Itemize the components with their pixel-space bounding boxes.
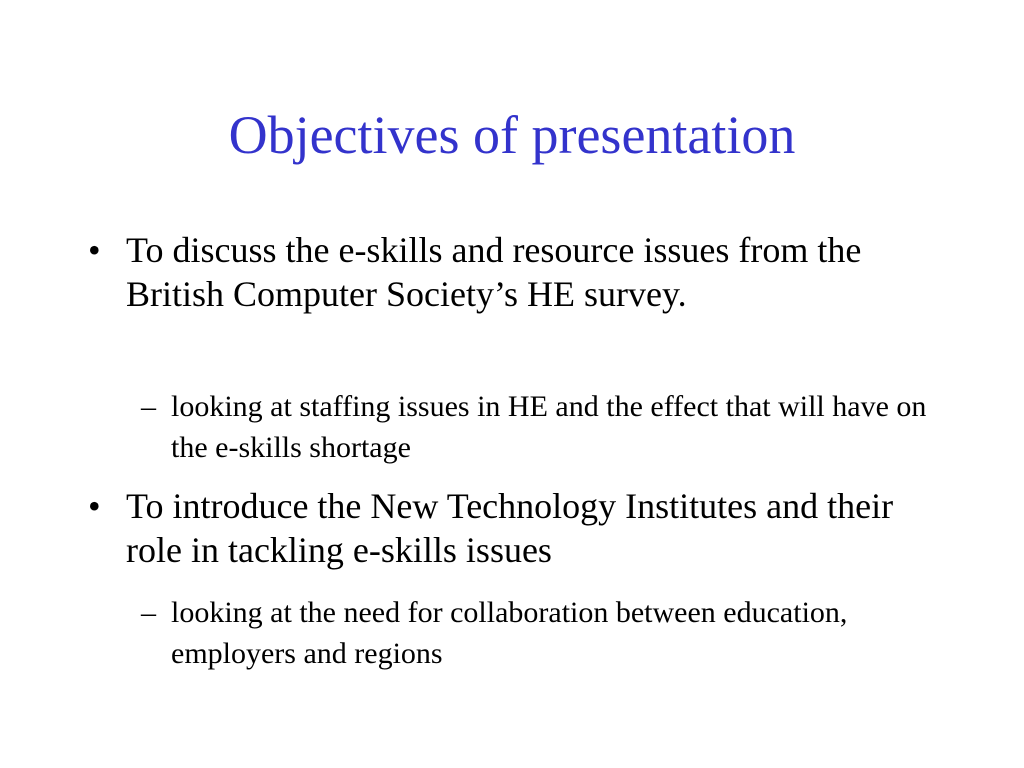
sub-bullet-marker: –: [141, 390, 156, 423]
sub-bullet-item: [141, 386, 931, 468]
bullet-item: [88, 484, 926, 572]
sub-bullet-marker: –: [141, 596, 156, 629]
bullet-marker: •: [88, 230, 101, 270]
sub-bullet-text: looking at the need for collaboration between education, employers and regions: [171, 596, 848, 670]
bullet-item: [88, 228, 926, 316]
sub-bullet-item: [141, 592, 931, 674]
slide-title: Objectives of presentation: [228, 105, 796, 165]
sub-bullet-text: looking at staffing issues in HE and the effect that will have on the e-skills shortage: [171, 390, 927, 464]
bullet-text: To introduce the New Technology Institutes and their role in tackling e-skills issues: [126, 486, 894, 570]
bullet-marker: •: [88, 486, 101, 526]
bullet-text: To discuss the e-skills and resource issues from the British Computer Society’s HE survey.: [126, 230, 862, 314]
